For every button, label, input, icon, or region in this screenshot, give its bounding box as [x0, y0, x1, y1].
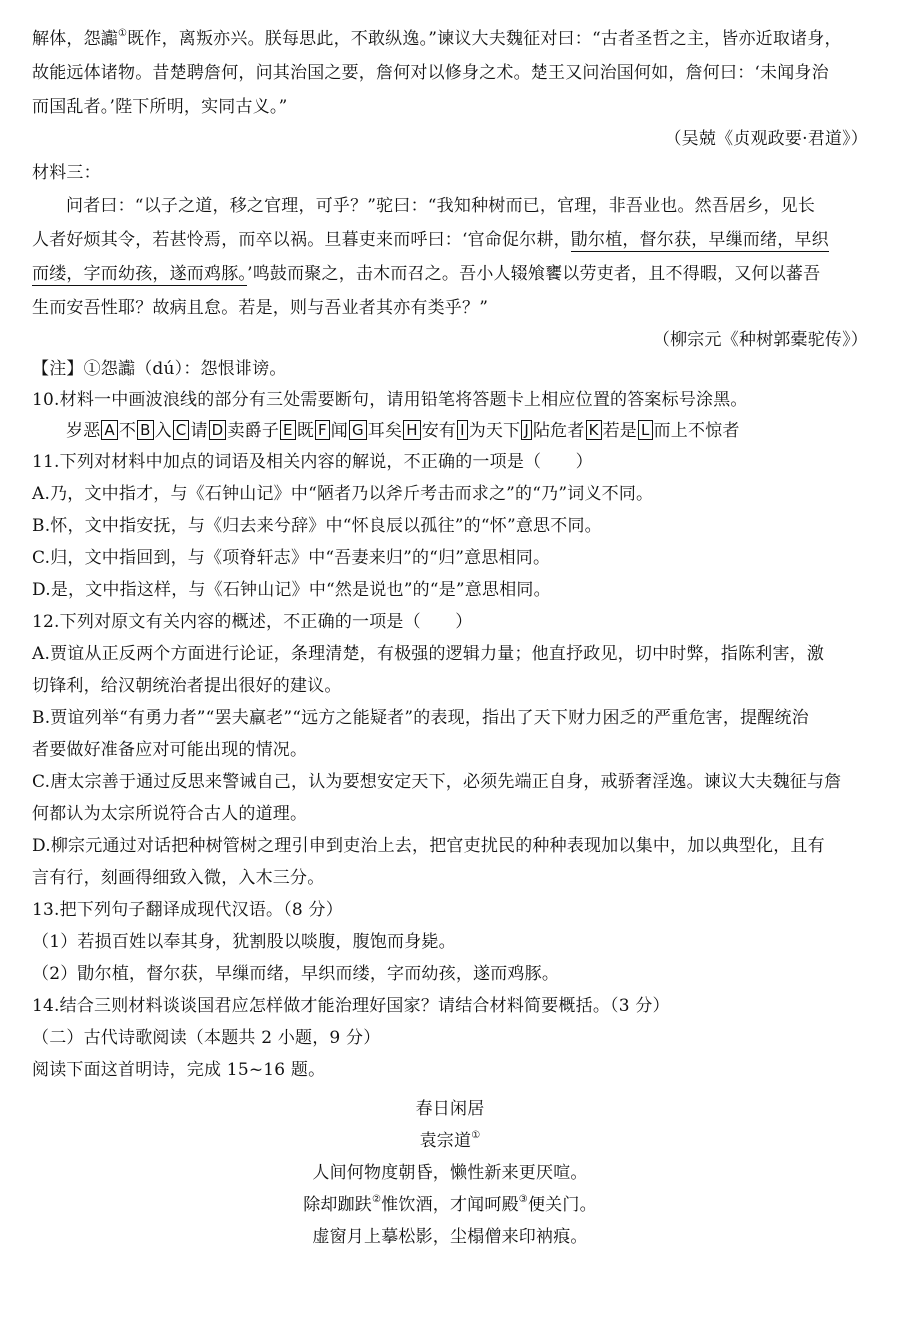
- question-12-option-d-cont: 言有行，刻画得细致入微，入木三分。: [32, 868, 325, 888]
- footnote-mark: ①: [118, 28, 128, 39]
- question-11-option-c: C.归，文中指回到，与《项脊轩志》中“吾妻来归”的“归”意思相同。: [32, 548, 551, 568]
- poem-line-2: 除却跏趺②惟饮酒，才闻呵殿③便关门。: [303, 1194, 597, 1215]
- question-12-stem: 12.下列对原文有关内容的概述，不正确的一项是（ ）: [32, 612, 473, 632]
- sequence-text: 为天下: [468, 421, 521, 441]
- sequence-text: 不: [118, 421, 137, 441]
- question-12-option-a-cont: 切锋利，给汉朝统治者提出很好的建议。: [32, 676, 342, 696]
- question-10-stem: 10.材料一中画波浪线的部分有三处需要断句，请用铅笔将答题卡上相应位置的答案标号涂黑。: [32, 390, 748, 410]
- section-2-instruction: 阅读下面这首明诗，完成 15~16 题。: [32, 1060, 326, 1080]
- underlined-text: 而缕，字而幼孩，遂而鸡豚。: [32, 264, 248, 284]
- question-13-sentence-1: （1）若损百姓以奉其身，犹割股以啖腹，腹饱而身毙。: [32, 932, 456, 952]
- question-10-sequence: [66, 414, 900, 448]
- break-marker-j: J: [521, 420, 532, 440]
- sequence-text: 而上不惊者: [653, 421, 740, 441]
- break-marker-e: E: [280, 420, 296, 440]
- break-marker-g: G: [349, 420, 367, 440]
- material3-source: （柳宗元《种树郭橐驼传》）: [652, 330, 868, 350]
- poem-line-3: 虚窗月上摹松影，尘榻僧来印衲痕。: [312, 1227, 588, 1247]
- sequence-text: 安有: [421, 421, 457, 441]
- question-12-option-c-cont: 何都认为太宗所说符合古人的道理。: [32, 804, 308, 824]
- footnote-mark: ②: [372, 1194, 382, 1205]
- question-13-sentence-2: （2）勖尔植，督尔获，早缫而绪，早织而缕，字而幼孩，遂而鸡豚。: [32, 964, 560, 984]
- question-14-stem: 14.结合三则材料谈谈国君应怎样做才能治理好国家？请结合材料简要概括。（3 分）: [32, 996, 670, 1016]
- material2-line2: 故能远体诸物。昔楚聘詹何，问其治国之要，詹何对以修身之术。楚王又问治国何如，詹何曰：‘未闻身治: [32, 63, 829, 83]
- sequence-text: 入: [154, 421, 172, 441]
- break-marker-a: A: [101, 420, 117, 440]
- footnote-mark: ①: [471, 1130, 481, 1141]
- break-marker-i: I: [457, 420, 468, 440]
- annotation-note: 【注】①怨讟（dú）：怨恨诽谤。: [32, 359, 287, 379]
- poem-title: 春日闲居: [415, 1099, 485, 1119]
- sequence-text: 若是: [602, 421, 638, 441]
- sequence-text: 既: [296, 421, 314, 441]
- material3-line3: 而缕，字而幼孩，遂而鸡豚。’鸣鼓而聚之，击木而召之。吾小人辍飧饔以劳吏者，且不得暇，又何以蕃吾: [32, 264, 821, 284]
- break-marker-l: L: [638, 420, 653, 440]
- footnote-mark: ③: [518, 1194, 528, 1205]
- break-marker-b: B: [137, 420, 154, 440]
- material3-line1: 问者曰：“以子之道，移之官理，可乎？”驼曰：“我知种树而已，官理，非吾业也。然吾居乡，见长: [66, 196, 816, 216]
- material3-line4: 生而安吾性耶？故病且怠。若是，则与吾业者其亦有类乎？”: [32, 298, 489, 318]
- question-11-option-d: D.是，文中指这样，与《石钟山记》中“然是说也”的“是”意思相同。: [32, 580, 551, 600]
- material2-line1: 解体，怨讟①既作，离叛亦兴。朕每思此，不敢纵逸。”谏议大夫魏征对曰：“古者圣哲之主，皆亦近取诸身，: [32, 28, 842, 49]
- poem-line-1: 人间何物度朝昏，懒性新来更厌喧。: [312, 1163, 588, 1183]
- sequence-text: 耳矣: [367, 421, 403, 441]
- sequence-text: 卖爵子: [227, 421, 280, 441]
- question-13-stem: 13.把下列句子翻译成现代汉语。（8 分）: [32, 900, 343, 920]
- material2-line3: 而国乱者。’陛下所明，实同古义。”: [32, 97, 288, 117]
- break-marker-f: F: [315, 420, 330, 440]
- material3-heading: 材料三：: [32, 163, 101, 183]
- break-marker-d: D: [209, 420, 227, 440]
- sequence-text: 闻: [330, 421, 348, 441]
- break-marker-k: K: [586, 420, 602, 440]
- question-12-option-b: B.贾谊列举“有勇力者”“罢夫羸老”“远方之能疑者”的表现，指出了天下财力困乏的严重危害，提醒统治: [32, 708, 809, 728]
- question-11-option-b: B.怀，文中指安抚，与《归去来兮辞》中“怀良辰以孤往”的“怀”意思不同。: [32, 516, 602, 536]
- question-11-option-a: A.乃，文中指才，与《石钟山记》中“陋者乃以斧斤考击而求之”的“乃”词义不同。: [32, 484, 654, 504]
- question-12-option-b-cont: 者要做好准备应对可能出现的情况。: [32, 740, 308, 760]
- material2-source: （吴兢《贞观政要·君道》）: [664, 129, 868, 149]
- sequence-text: 请: [190, 421, 208, 441]
- question-11-stem: 11.下列对材料中加点的词语及相关内容的解说，不正确的一项是（ ）: [32, 452, 593, 472]
- sequence-text: 岁恶: [66, 421, 101, 441]
- question-12-option-d: D.柳宗元通过对话把种树管树之理引申到吏治上去，把官吏扰民的种种表现加以集中，加以典型化，且有: [32, 836, 825, 856]
- question-12-option-c: C.唐太宗善于通过反思来警诫自己，认为要想安定天下，必须先端正自身，戒骄奢淫逸。谏议大夫魏征与詹: [32, 772, 842, 792]
- underlined-text: 勖尔植，督尔获，早缫而绪，早织: [570, 230, 829, 250]
- question-12-option-a: A.贾谊从正反两个方面进行论证，条理清楚，有极强的逻辑力量；他直抒政见，切中时弊，指陈利害，激: [32, 644, 825, 664]
- material3-line2: 人者好烦其令，若甚怜焉，而卒以祸。旦暮吏来而呼曰：‘官命促尔耕，勖尔植，督尔获，早缫而绪，早织: [32, 230, 829, 250]
- sequence-text: 阽危者: [532, 421, 585, 441]
- break-marker-c: C: [173, 420, 190, 440]
- section-2-heading: （二）古代诗歌阅读（本题共 2 小题，9 分）: [32, 1028, 381, 1048]
- break-marker-h: H: [403, 420, 420, 440]
- poem-author: 袁宗道①: [419, 1130, 481, 1151]
